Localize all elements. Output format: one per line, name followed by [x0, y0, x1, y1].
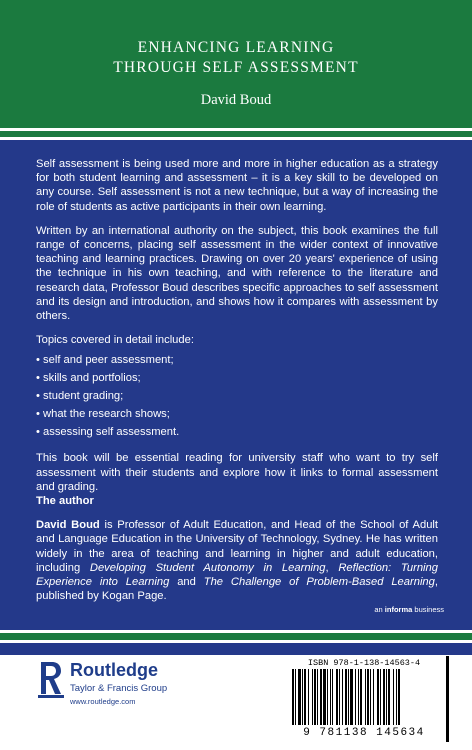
list-item: • self and peer assessment; [36, 354, 174, 367]
isbn-barcode [283, 656, 445, 744]
publisher-group: Taylor & Francis Group [70, 683, 168, 694]
title-line-2: THROUGH SELF ASSESSMENT [113, 59, 359, 76]
author-name: David Boud [36, 519, 100, 532]
isbn-label: ISBN 978-1-138-14563-4 [307, 658, 421, 668]
blurb-paragraph-2: Written by an international authority on the subject, this book examines the full range of concerns, placing self assessment in the wider context of innovative teaching and learning practices. Drawing on over 20 years' experience of using the technique in his own teaching, and with reference to the literature and research data, Professor Boud describes specific approaches to self assessment and its design and introduction, and shows how it compares with assessment by others. [36, 224, 438, 323]
author-bio-text-1: is Professor of Adult Education, and Head of the School of Adult and Language Education in the University of Technology, Sydney. He has written widely in the area of teaching and learning in higher and adult education, including [36, 519, 439, 574]
back-cover-blurb [36, 157, 438, 603]
blurb-closing: This book will be essential reading for university staff who want to try self assessment with their students and explore how it links to formal assessment and grading. [36, 452, 438, 493]
book-title-2: Reflection: Turning Experience into Learning [36, 561, 438, 589]
title-line-1: ENHANCING LEARNING [137, 39, 335, 56]
informa-brand: informa [384, 605, 413, 614]
separator-1: , [325, 561, 339, 574]
author-bio [36, 518, 438, 603]
author-bio-text-2: , published by Kogan Page. [36, 576, 438, 603]
stripe-green-2 [0, 633, 472, 640]
publisher-name: Routledge [70, 660, 158, 680]
book-title-1: Developing Student Autonomy in Learning [89, 561, 326, 574]
list-item: • student grading; [36, 390, 124, 403]
informa-suffix: business [412, 605, 444, 614]
topics-list [36, 351, 438, 441]
cover-author: David Boud [200, 92, 272, 108]
blurb-paragraph-1: Self assessment is being used more and more in higher education as a strategy for both student learning and assessment – it is a key skill to be developed on any course. Self assessment is not a new technique, but a way of increasing the role of students as active participants in their own learning. [36, 158, 438, 213]
routledge-logo-icon [38, 660, 64, 698]
publisher-url: www.routledge.com [70, 697, 136, 706]
barcode-side-bar [446, 656, 449, 742]
topics-intro: Topics covered in detail include: [36, 334, 194, 347]
book-title [0, 38, 472, 78]
book-title-3: The Challenge of Problem-Based Learning [203, 576, 435, 589]
author-heading: The author [36, 495, 94, 508]
separator-2: and [169, 576, 204, 589]
informa-prefix: an [374, 605, 385, 614]
stripe-blue-bottom [0, 643, 472, 655]
list-item: • skills and portfolios; [36, 372, 141, 385]
informa-business-tag [374, 605, 444, 614]
list-item: • what the research shows; [36, 408, 170, 421]
list-item: • assessing self assessment. [36, 426, 180, 439]
isbn-digits: 9 781138 145634 [303, 727, 425, 739]
barcode-icon [290, 669, 438, 727]
